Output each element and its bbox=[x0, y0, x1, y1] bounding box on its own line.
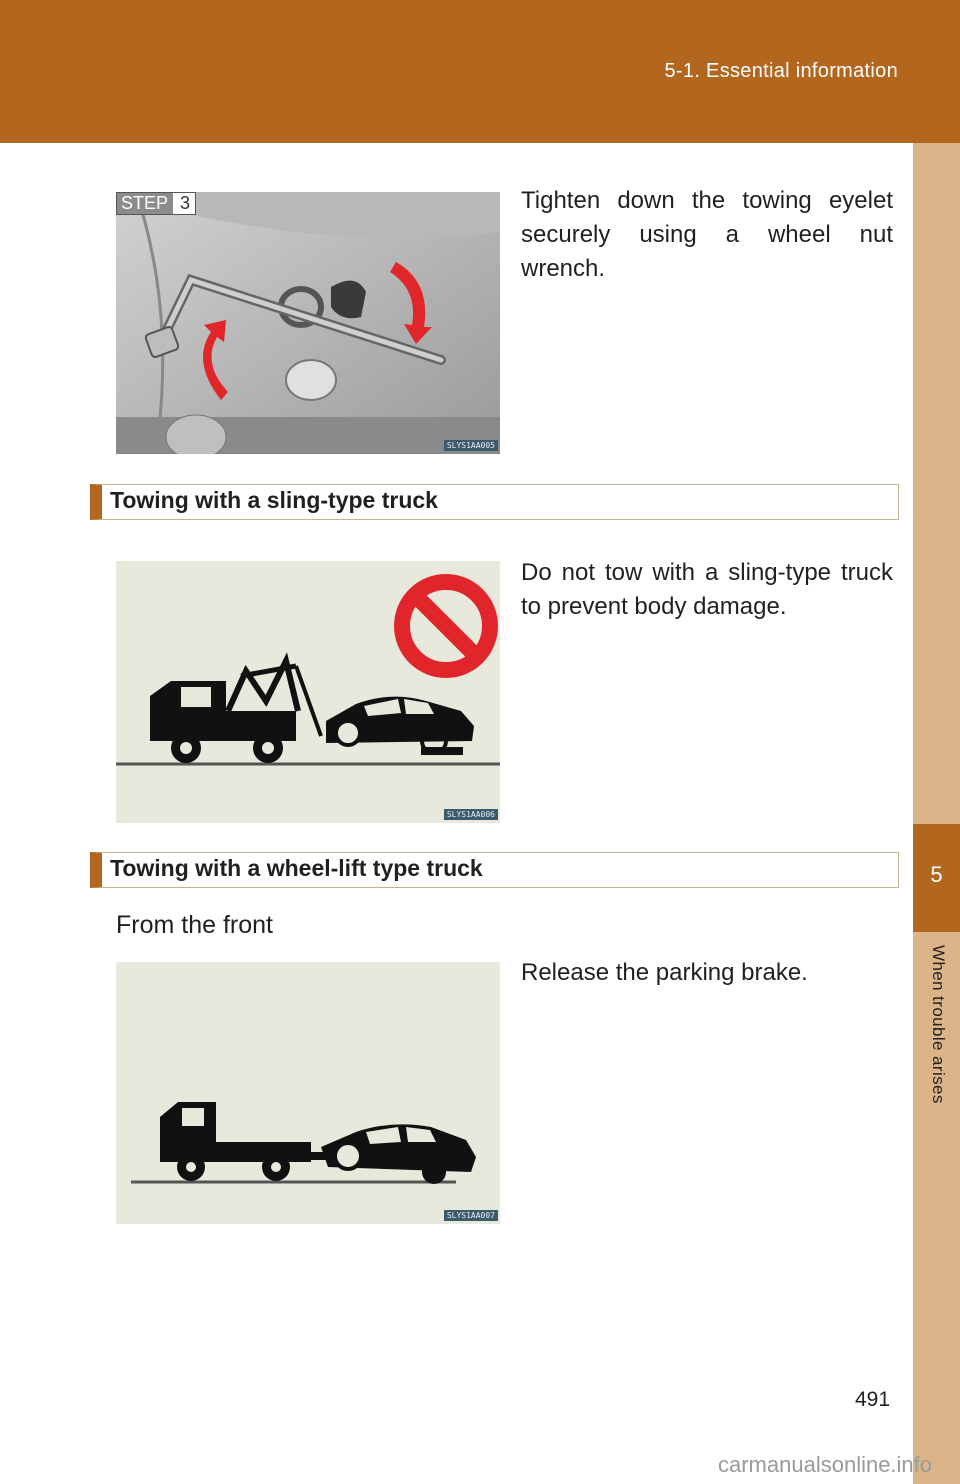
side-tab bbox=[913, 143, 960, 1484]
towing-eyelet-illustration bbox=[116, 192, 500, 454]
sling-text: Do not tow with a sling-type truck to prevent body damage. bbox=[521, 559, 893, 620]
step-badge-number: 3 bbox=[173, 193, 195, 214]
wheel-lift-text: Release the parking brake. bbox=[521, 959, 808, 986]
figure-code: SLYS1AA007 bbox=[444, 1210, 498, 1221]
section-heading-sling bbox=[90, 484, 899, 520]
step3-text: Tighten down the towing eyelet securely using a wheel nut wrench. bbox=[521, 187, 893, 282]
step-badge-word: STEP bbox=[121, 193, 169, 213]
section-heading-wheel-lift-text: Towing with a wheel-lift type truck bbox=[110, 855, 483, 881]
section-heading-wheel-lift bbox=[90, 852, 899, 888]
section-heading-sling-text: Towing with a sling-type truck bbox=[110, 487, 438, 513]
wheel-lift-figure bbox=[116, 962, 500, 1224]
side-tab-number: 5 bbox=[930, 862, 943, 887]
figure-code: SLYS1AA006 bbox=[444, 809, 498, 820]
figure-code: SLYS1AA005 bbox=[444, 440, 498, 451]
sling-truck-illustration bbox=[116, 561, 500, 823]
section-title: 5-1. Essential information bbox=[664, 60, 898, 82]
page-number: 491 bbox=[855, 1388, 891, 1411]
wheel-lift-illustration bbox=[116, 962, 500, 1224]
step-badge bbox=[116, 192, 196, 215]
towing-eyelet-figure bbox=[116, 192, 500, 454]
subheading-from-front: From the front bbox=[116, 911, 273, 939]
sling-truck-figure bbox=[116, 561, 500, 823]
watermark: carmanualsonline.info bbox=[718, 1452, 933, 1477]
side-tab-label: When trouble arises bbox=[929, 945, 948, 1104]
